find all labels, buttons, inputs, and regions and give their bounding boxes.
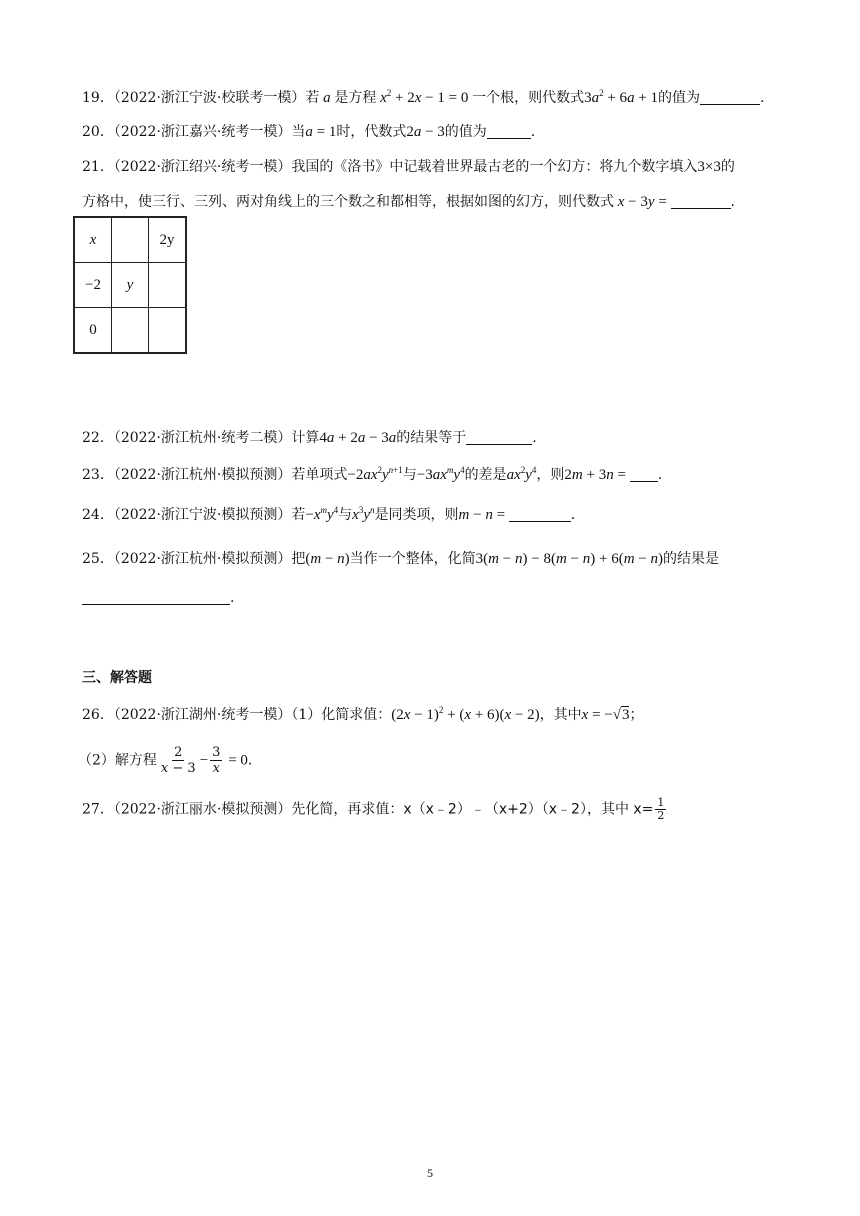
table-cell: y <box>112 263 149 308</box>
answer-blank[interactable] <box>671 194 731 209</box>
table-cell: 0 <box>74 308 112 354</box>
answer-blank[interactable] <box>82 590 230 605</box>
table-cell <box>149 263 187 308</box>
answer-blank[interactable] <box>509 507 571 522</box>
problem-26: 26．（2022·浙江湖州·统考一模）（1）化简求值：$(2x - 1)^2 + (x + 6)(x - 2)$，其中x = −√3； <box>82 705 644 723</box>
problem-21-line1: 21．（2022·浙江绍兴·统考一模）我国的《洛书》中记载着世界最古老的一个幻方：将九个数字填入3×3的 <box>82 159 735 175</box>
problem-25-blank-line: . <box>82 588 234 608</box>
table-cell: 2y <box>149 217 187 263</box>
problem-21-line2: 方格中，使三行、三列、两对角线上的三个数之和都相等，根据如图的幻方，则代数式 x − 3y = . <box>82 194 735 210</box>
table-cell <box>112 217 149 263</box>
problem-27: 27．（2022·浙江丽水·模拟预测）先化简，再求值：x（x﹣2）﹣（x+2）（x﹣2），其中 x= $\frac{1}{2}$ <box>82 796 665 822</box>
answer-blank[interactable] <box>466 430 532 445</box>
answer-blank[interactable] <box>487 124 531 139</box>
problem-26-part2: （2）解方程 $\frac{2}{x - 3}$ − $\frac{3}{x}$ = 0. <box>78 745 253 776</box>
problem-23: 23．（2022·浙江杭州·模拟预测）若单项式$-2ax^2y^{n+1}$与$-3ax^my^4$的差是$ax^2y^4$，则2m + 3n = . <box>82 465 663 483</box>
answer-blank[interactable] <box>630 467 658 482</box>
page-number: 5 <box>427 1166 433 1180</box>
problem-20: 20．（2022·浙江嘉兴·统考一模）当a = 1时，代数式2a − 3的值为 . <box>82 124 536 140</box>
table-row <box>74 263 186 308</box>
table-row <box>74 308 186 354</box>
answer-blank[interactable] <box>700 90 760 105</box>
fraction: $\frac{1}{2}$ <box>657 796 665 822</box>
fraction: $\frac{2}{x - 3}$ <box>160 745 196 776</box>
fraction: $\frac{3}{x}$ <box>212 745 221 776</box>
table-cell <box>149 308 187 354</box>
problem-22: 22．（2022·浙江杭州·统考二模）计算4a + 2a − 3a的结果等于 . <box>82 430 537 446</box>
problem-24: 24．（2022·浙江宁波·模拟预测）若$-x^my^4$与$x^3y^n$是同类项，则m − n = . <box>82 505 576 523</box>
table-row <box>74 217 186 263</box>
problem-25: 25．（2022·浙江杭州·模拟预测）把(m − n)当作一个整体，化简3(m − n) − 8(m − n) + 6(m − n)的结果是 <box>82 551 720 567</box>
magic-square-table <box>73 216 187 354</box>
section-heading: 三、解答题 <box>82 670 152 686</box>
table-cell: x <box>74 217 112 263</box>
table-cell <box>112 308 149 354</box>
problem-19: 19．（2022·浙江宁波·校联考一模）若 a 是方程 $x^2 + 2x - 1 = 0$ 一个根，则代数式$3a^2 + 6a + 1$的值为 . <box>82 88 765 106</box>
table-cell: −2 <box>74 263 112 308</box>
